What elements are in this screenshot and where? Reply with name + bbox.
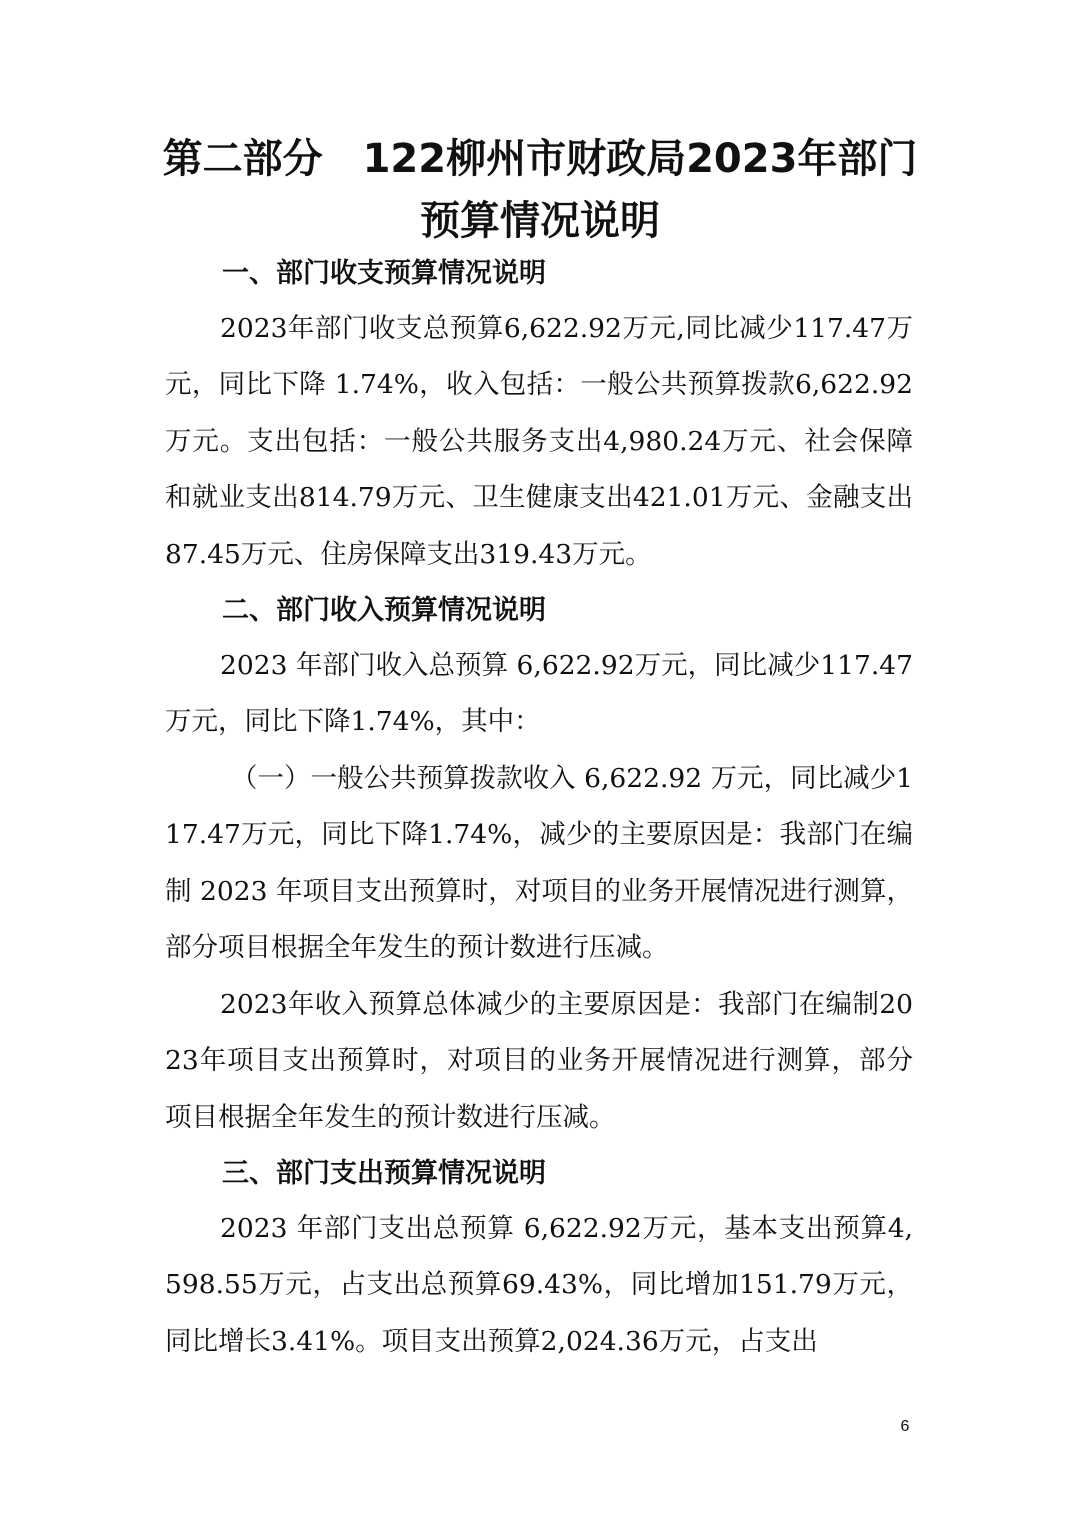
paragraph-income-decrease-reason: 2023年收入预算总体减少的主要原因是：我部门在编制2023年项目支出预算时，对项目的业务开展情况进行测算，部分项目根据全年发生的预计数进行压减。 — [165, 989, 913, 1133]
page-number: 6 — [900, 1418, 910, 1435]
section-heading-expenditure: 三、部门支出预算情况说明 — [222, 1158, 546, 1189]
document-title: 第二部分 122柳州市财政局2023年部门预算情况说明 — [162, 136, 918, 244]
paragraph-expenditure-summary: 2023 年部门支出总预算 6,622.92万元，基本支出预算4,598.55万元，占支出总预算69.43%，同比增加151.79万元，同比增长3.41%。项目支出预算2,024.36万元，占支出 — [165, 1213, 913, 1357]
paragraph-general-budget-income: （一）一般公共预算拨款收入 6,622.92 万元，同比减少117.47万元，同比下降1.74%，减少的主要原因是：我部门在编制 2023 年项目支出预算时，对项目的业务开展情况进行测算，部分项目根据全年发生的预计数进行压减。 — [165, 763, 913, 964]
section-heading-income-expenditure: 一、部门收支预算情况说明 — [222, 258, 546, 289]
paragraph-income-summary: 2023 年部门收入总预算 6,622.92万元，同比减少117.47万元，同比下降1.74%，其中： — [165, 650, 913, 738]
section-heading-income: 二、部门收入预算情况说明 — [222, 595, 546, 626]
paragraph-income-expenditure-summary: 2023年部门收支总预算6,622.92万元,同比减少117.47万元，同比下降 1.74%，收入包括：一般公共预算拨款6,622.92万元。支出包括：一般公共服务支出4,980.24万元、社会保障和就业支出814.79万元、卫生健康支出421.01万元、金融支出87.45万元、住房保障支出319.43万元。 — [165, 313, 913, 570]
